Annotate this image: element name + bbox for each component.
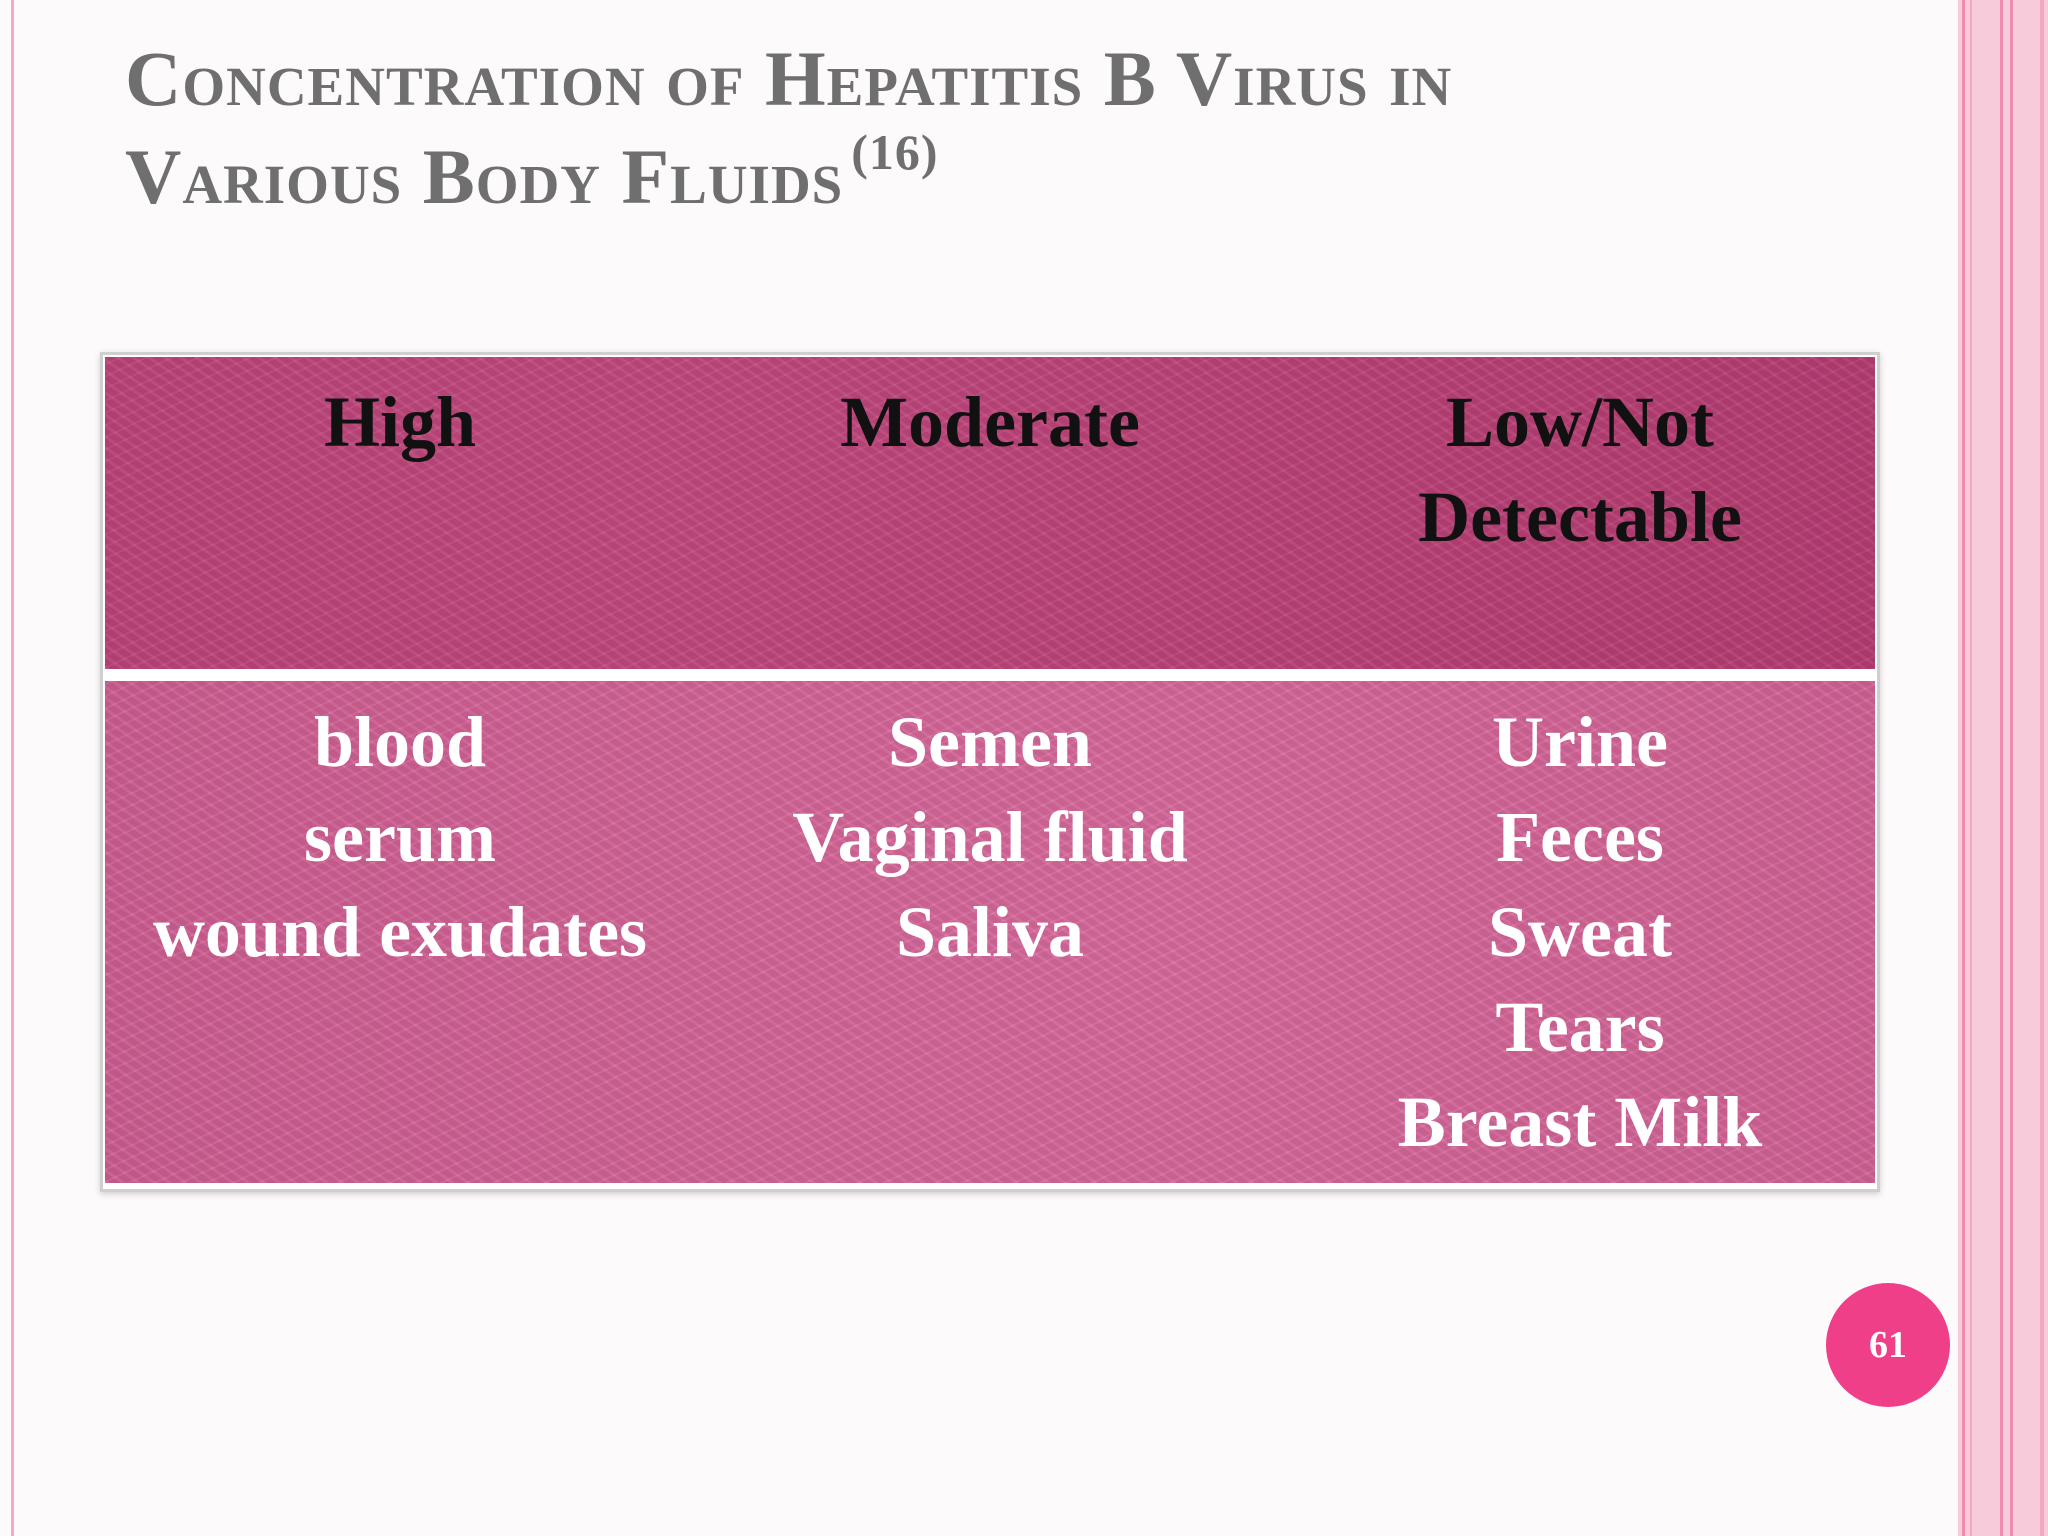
page-number-badge: 61 bbox=[1826, 1283, 1950, 1407]
header-low-label-line-1: Low/Not bbox=[1446, 382, 1714, 462]
right-stripe bbox=[1970, 0, 1972, 1536]
right-stripe bbox=[2010, 0, 2013, 1536]
list-item: Vaginal fluid bbox=[792, 797, 1188, 877]
body-cell-low-not-detectable bbox=[1285, 695, 1875, 1170]
list-item: Saliva bbox=[895, 892, 1085, 972]
right-stripe bbox=[2040, 0, 2044, 1536]
header-high-label: High bbox=[323, 382, 477, 462]
body-cell-moderate bbox=[695, 695, 1285, 980]
list-item: Semen bbox=[888, 702, 1092, 782]
header-cell-high bbox=[105, 375, 695, 470]
right-stripe bbox=[1962, 0, 1965, 1536]
title-reference: (16) bbox=[851, 124, 939, 180]
list-item: Urine bbox=[1492, 702, 1668, 782]
right-stripe bbox=[2000, 0, 2003, 1536]
slide-title-line-2-text: Various Body Fluids bbox=[125, 133, 844, 220]
table-body-row bbox=[105, 681, 1875, 1183]
table-header-row bbox=[105, 357, 1875, 669]
left-border-line bbox=[11, 0, 14, 1536]
slide-title bbox=[125, 30, 1825, 226]
header-cell-low-not-detectable bbox=[1285, 375, 1875, 565]
header-low-label-line-2: Detectable bbox=[1418, 477, 1742, 557]
body-cell-high bbox=[105, 695, 695, 980]
list-item: blood bbox=[313, 702, 487, 782]
list-item: Sweat bbox=[1488, 892, 1672, 972]
header-moderate-label: Moderate bbox=[840, 382, 1140, 462]
slide-title-line-2 bbox=[125, 124, 1825, 226]
body-fluids-table bbox=[100, 352, 1880, 1192]
header-cell-moderate bbox=[695, 375, 1285, 470]
list-item: wound exudates bbox=[152, 892, 648, 972]
list-item: Tears bbox=[1495, 987, 1665, 1067]
list-item: Feces bbox=[1496, 797, 1664, 877]
slide-title-line-1: Concentration of Hepatitis B Virus in bbox=[125, 35, 1453, 122]
list-item: serum bbox=[304, 797, 496, 877]
list-item: Breast Milk bbox=[1397, 1082, 1763, 1162]
